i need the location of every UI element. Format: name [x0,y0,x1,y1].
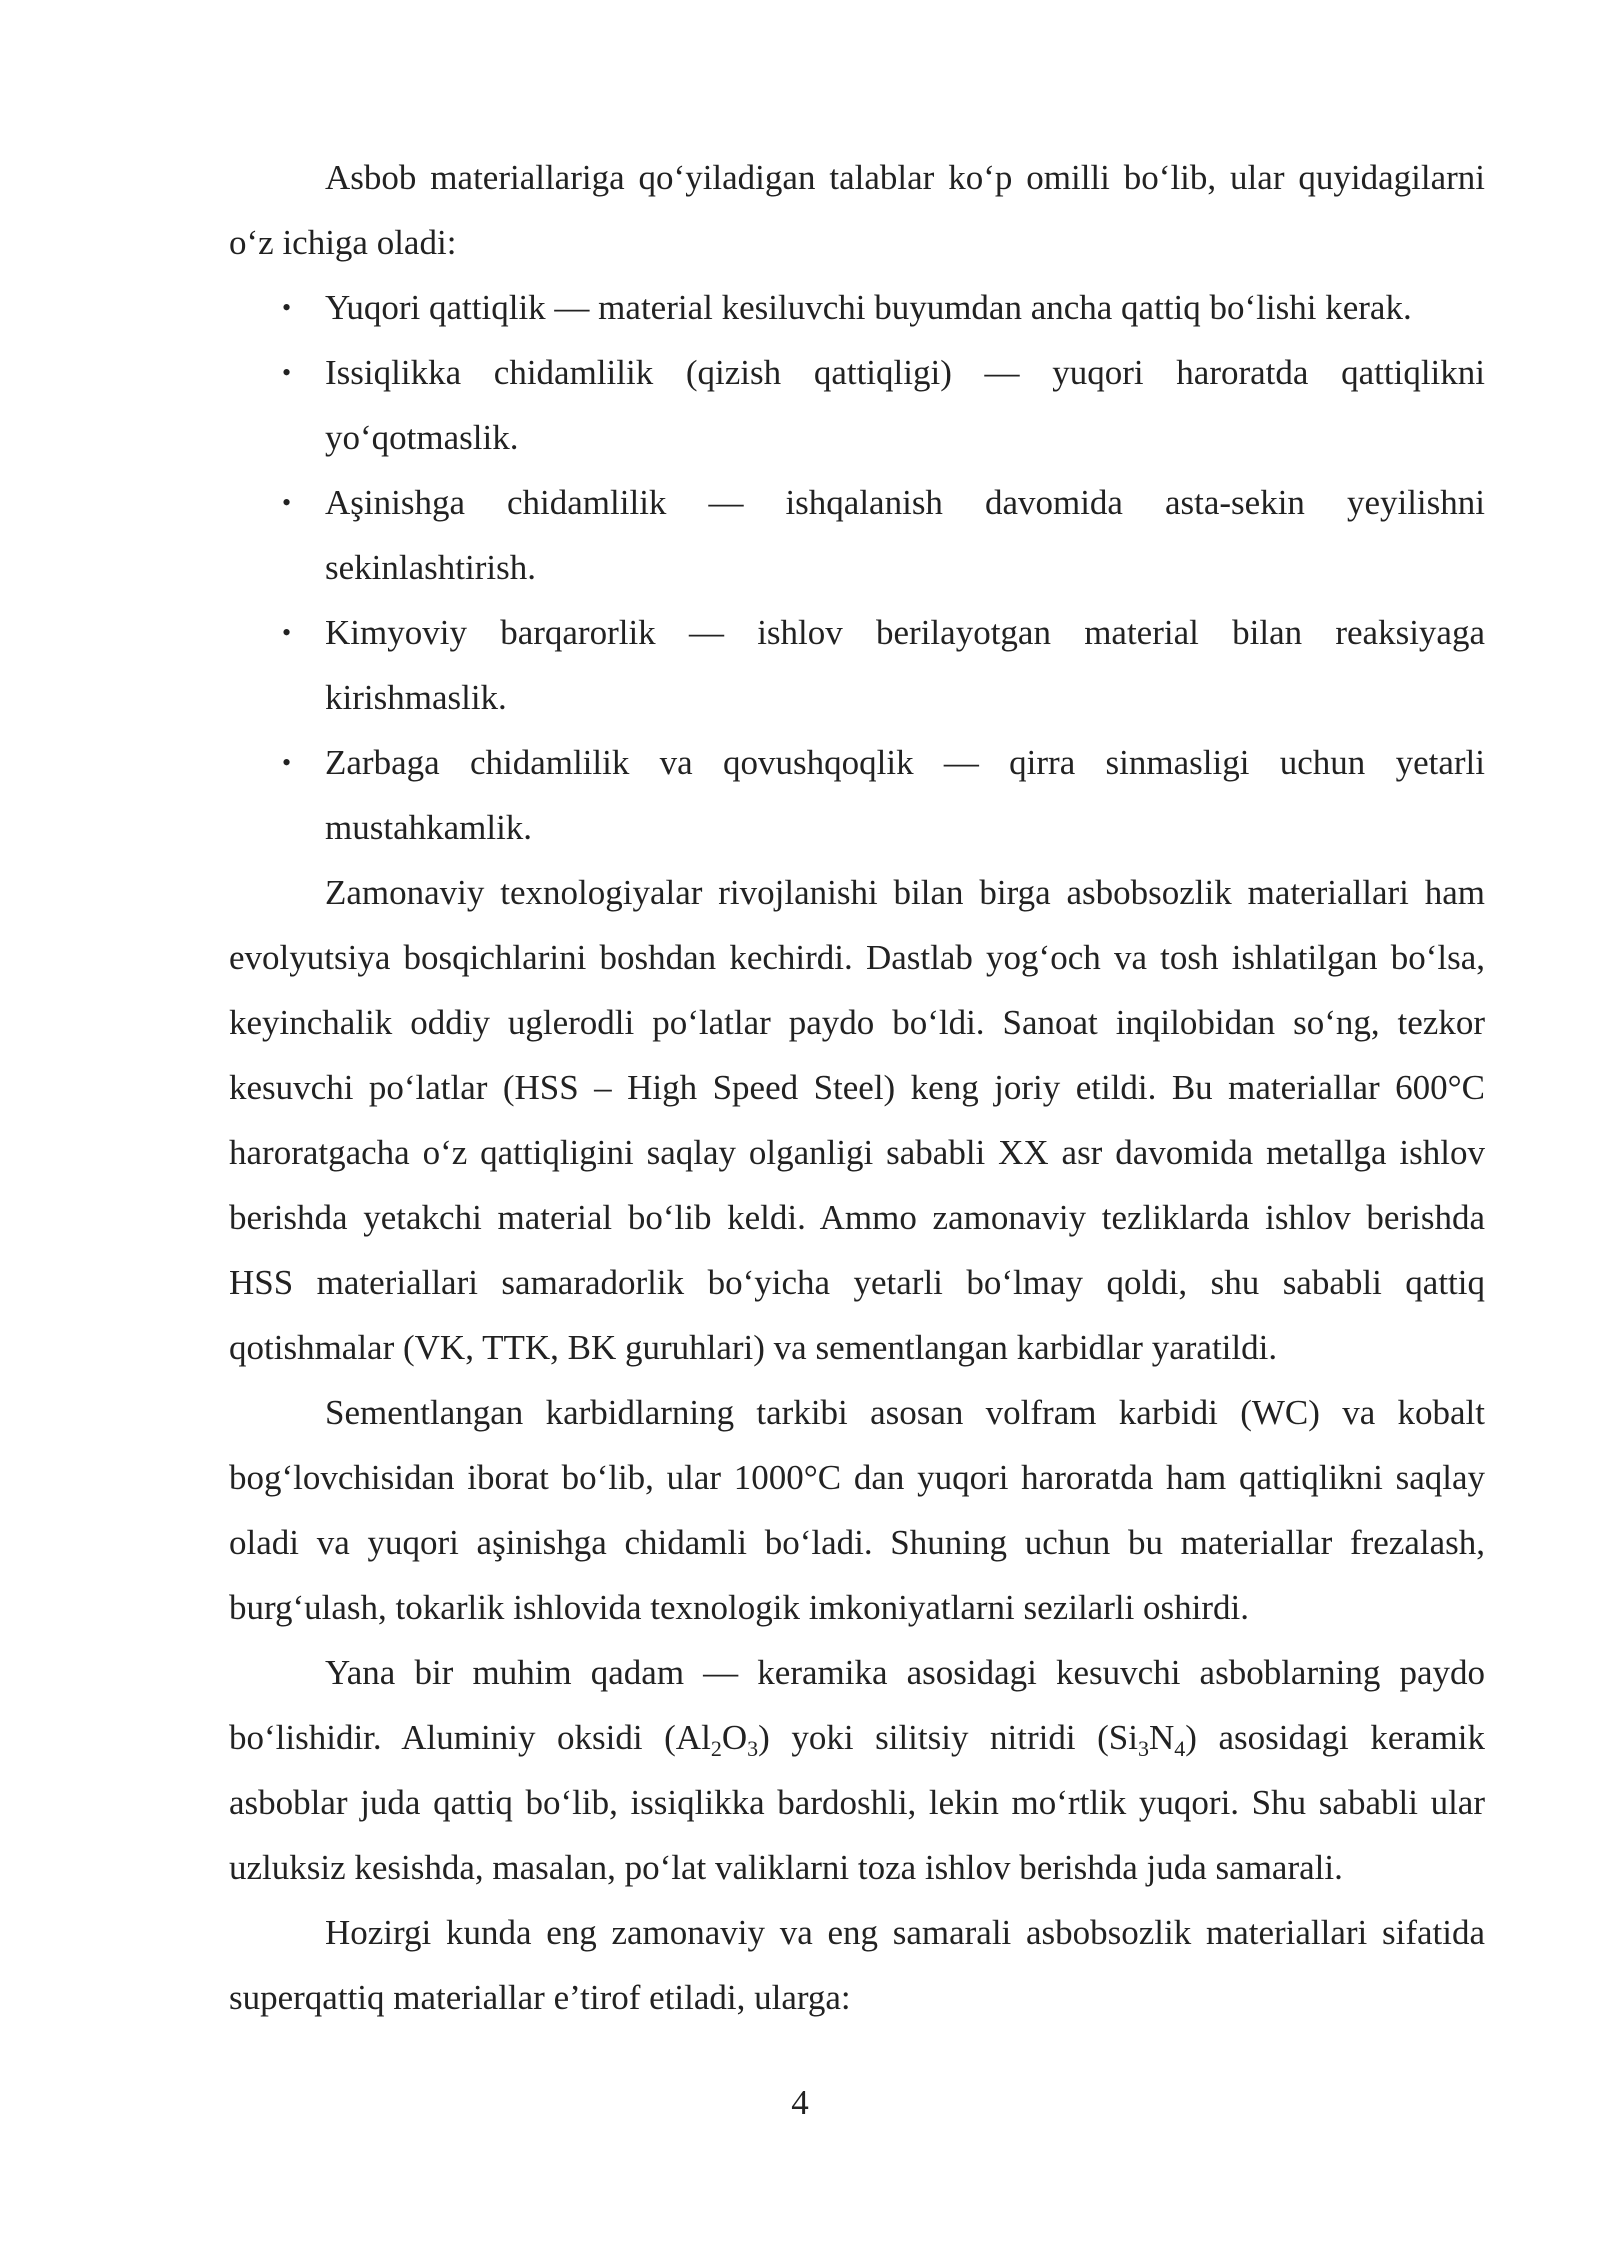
list-item-text: Kimyoviy barqarorlik — ishlov berilayotgan material bilan reaksiyaga kirishmaslik. [325,613,1485,717]
bullet-icon: • [282,618,292,647]
ceramics-text: O [721,1718,748,1757]
subscript: 3 [1138,1736,1149,1761]
list-item [229,470,1485,600]
evolution-paragraph: Zamonaviy texnologiyalar rivojlanishi bilan birga asbobsozlik materiallari ham evolyutsiya bosqichlarini boshdan kechirdi. Dastlab yog‘och va tosh ishlatilgan bo‘lsa, keyinchalik oddiy uglerodli po‘latlar paydo bo‘ldi. Sanoat inqilobidan so‘ng, tezkor kesuvchi po‘latlar (HSS – High Speed Steel) keng joriy etildi. Bu materiallar 600°C haroratgacha o‘z qattiqligini saqlay olganligi sababli XX asr davomida metallga ishlov berishda yetakchi material bo‘lib keldi. Ammo zamonaviy tezliklarda ishlov berishda HSS materiallari samaradorlik bo‘yicha yetarli bo‘lmay qoldi, shu sababli qattiq qotishmalar (VK, TTK, BK guruhlari) va sementlangan karbidlar yaratildi. [229,873,1485,1367]
bullet-icon: • [282,358,292,387]
list-item-text: Aşinishga chidamlilik — ishqalanish davomida asta-sekin yeyilishni sekinlashtirish. [325,483,1485,587]
ceramics-text: N [1149,1718,1175,1757]
ceramics-text: Yana bir muhim qadam — keramika asosidagi kesuvchi asboblarning paydo bo‘lishidir. Aluminiy oksidi (Al [229,1653,1485,1757]
carbides-paragraph: Sementlangan karbidlarning tarkibi asosan volfram karbidi (WC) va kobalt bog‘lovchisidan iborat bo‘lib, ular 1000°C dan yuqori haroratda ham qattiqlikni saqlay oladi va yuqori aşinishga chidamli bo‘ladi. Shuning uchun bu materiallar frezalash, burg‘ulash, tokarlik ishlovida texnologik imkoniyatlarni sezilarli oshirdi. [229,1393,1485,1627]
subscript: 2 [710,1736,722,1761]
subscript: 3 [747,1736,759,1761]
subscript: 4 [1174,1736,1186,1761]
bullet-icon: • [282,748,292,777]
page-number: 4 [791,2083,809,2122]
bullet-icon: • [282,488,292,517]
requirements-list [229,275,1485,860]
ceramics-text: ) yoki silitsiy nitridi (Si [758,1718,1138,1757]
superhard-paragraph: Hozirgi kunda eng zamonaviy va eng samarali asbobsozlik materiallari sifatida superqattiq materiallar e’tirof etiladi, ularga: [229,1913,1485,2017]
list-item-text: Yuqori qattiqlik — material kesiluvchi buyumdan ancha qattiq bo‘lishi kerak. [325,288,1412,327]
ceramics-text: ) asosidagi keramik asboblar juda qattiq bo‘lib, issiqlikka bardoshli, lekin mo‘rtlik yuqori. Shu sababli ular uzluksiz kesishda, masalan, po‘lat valiklarni toza ishlov berishda juda samarali. [229,1718,1485,1887]
list-item [229,340,1485,470]
list-item [229,730,1485,860]
ceramics-paragraph [229,1640,1485,1900]
bullet-icon: • [282,293,292,322]
list-item-text: Issiqlikka chidamlilik (qizish qattiqligi) — yuqori haroratda qattiqlikni yo‘qotmaslik. [325,353,1485,457]
intro-paragraph: Asbob materiallariga qo‘yiladigan talablar ko‘p omilli bo‘lib, ular quyidagilarni o‘z ichiga oladi: [229,158,1485,262]
list-item [229,275,1485,340]
list-item [229,600,1485,730]
document-page [229,145,1485,2030]
list-item-text: Zarbaga chidamlilik va qovushqoqlik — qirra sinmasligi uchun yetarli mustahkamlik. [325,743,1485,847]
